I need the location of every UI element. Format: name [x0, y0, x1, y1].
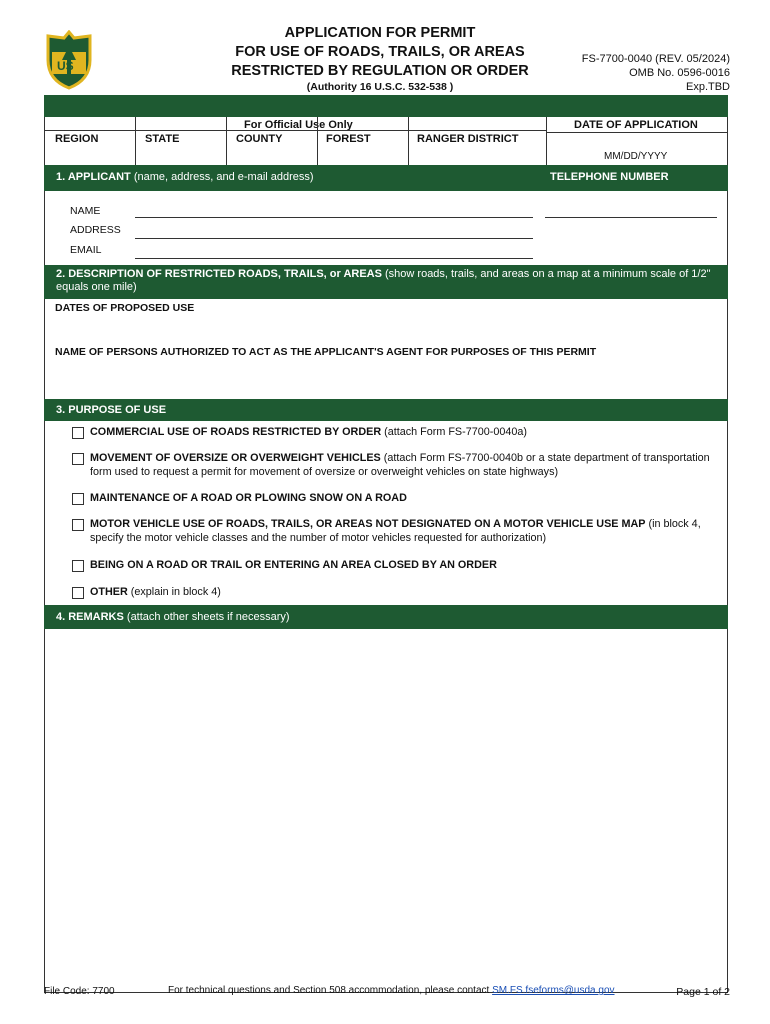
purpose-option-6	[90, 586, 730, 600]
option-5-label: BEING ON A ROAD OR TRAIL OR ENTERING AN AREA CLOSED BY AN ORDER	[90, 559, 497, 571]
file-code: File Code: 7700	[44, 986, 115, 997]
form-meta	[582, 52, 730, 94]
address-input-line[interactable]	[135, 238, 533, 239]
option-4-note: (in block 4, specify the motor vehicle classes and the number of motor vehicles requested for authorization)	[90, 518, 701, 544]
commercial-use-checkbox[interactable]	[72, 427, 84, 439]
authorized-agents-label: NAME OF PERSONS AUTHORIZED TO ACT AS THE APPLICANT'S AGENT FOR PURPOSES OF THIS PERMIT	[55, 346, 597, 358]
name-label: NAME	[70, 205, 101, 217]
section-2-note: (show roads, trails, and areas on a map at a minimum scale of 1/2" equals one mile)	[56, 268, 711, 293]
email-label: EMAIL	[70, 244, 102, 256]
remarks-area[interactable]	[45, 630, 727, 992]
contact-email-link[interactable]: SM.FS.fseforms@usda.gov	[492, 985, 615, 996]
state-label: STATE	[145, 133, 180, 145]
email-input-line[interactable]	[135, 258, 533, 259]
option-3-label: MAINTENANCE OF A ROAD OR PLOWING SNOW ON A ROAD	[90, 492, 407, 504]
title-line-1: APPLICATION FOR PERMIT	[284, 25, 476, 41]
footer-contact-text: For technical questions and Section 508 accommodation, please contact	[168, 985, 493, 996]
form-title	[200, 24, 560, 81]
divider	[546, 117, 547, 165]
title-line-2: FOR USE OF ROADS, TRAILS, OR AREAS	[235, 44, 525, 60]
purpose-option-2	[90, 452, 730, 479]
divider	[317, 117, 318, 165]
forest-label: FOREST	[326, 133, 371, 145]
option-6-label: OTHER	[90, 586, 128, 598]
section-2-header	[44, 265, 728, 299]
address-label: ADDRESS	[70, 224, 121, 236]
name-input-line[interactable]	[135, 217, 533, 218]
region-label: REGION	[55, 133, 99, 145]
logo-center-text: US	[57, 59, 74, 73]
authority: (Authority 16 U.S.C. 532-538 )	[306, 81, 454, 93]
option-4-label: MOTOR VEHICLE USE OF ROADS, TRAILS, OR AREAS NOT DESIGNATED ON A MOTOR VEHICLE USE MAP	[90, 518, 646, 530]
date-format: MM/DD/YYYY	[604, 151, 668, 162]
purpose-option-5	[90, 559, 730, 573]
section-4-header	[44, 605, 728, 629]
form-number: FS-7700-0040 (REV. 05/2024)	[581, 53, 730, 65]
footer-contact	[168, 985, 615, 996]
option-2-note: (attach Form FS-7700-0040b or a state department of transportation form used to request a permit for movement of oversize or overweight vehicles on state highways)	[90, 452, 710, 478]
road-maintenance-checkbox[interactable]	[72, 493, 84, 505]
omb-number: OMB No. 0596-0016	[629, 67, 730, 79]
section-3-header: 3. PURPOSE OF USE	[44, 399, 728, 421]
county-label: COUNTY	[236, 133, 283, 145]
purpose-option-4	[90, 518, 730, 545]
divider	[44, 130, 546, 131]
oversize-vehicles-checkbox[interactable]	[72, 453, 84, 465]
section-4-note: (attach other sheets if necessary)	[123, 611, 290, 623]
dates-of-proposed-use-label: DATES OF PROPOSED USE	[55, 302, 195, 314]
other-checkbox[interactable]	[72, 587, 84, 599]
divider	[135, 117, 136, 165]
official-use-heading: For Official Use Only	[244, 119, 353, 131]
option-1-note: (attach Form FS-7700-0040a)	[381, 426, 527, 438]
page-number: Page 1 of 2	[676, 986, 730, 998]
section-4-label: 4. REMARKS	[56, 611, 124, 623]
top-band	[44, 95, 728, 117]
telephone-input-line[interactable]	[545, 217, 717, 218]
title-line-3: RESTRICTED BY REGULATION OR ORDER	[231, 63, 529, 79]
section-1-note: (name, address, and e-mail address)	[130, 171, 314, 183]
section-1-label: 1. APPLICANT	[56, 171, 131, 183]
date-of-application-label: DATE OF APPLICATION	[574, 119, 698, 131]
expiration: Exp.TBD	[685, 81, 730, 93]
divider	[408, 117, 409, 165]
closed-area-checkbox[interactable]	[72, 560, 84, 572]
option-6-note: (explain in block 4)	[127, 586, 221, 598]
option-1-label: COMMERCIAL USE OF ROADS RESTRICTED BY ORDER	[90, 426, 382, 438]
purpose-option-1	[90, 426, 730, 440]
divider	[546, 132, 728, 133]
purpose-option-3	[90, 492, 730, 506]
forest-service-logo	[40, 30, 98, 90]
section-2-label: 2. DESCRIPTION OF RESTRICTED ROADS, TRAILS, or AREAS	[56, 268, 382, 280]
telephone-label: TELEPHONE NUMBER	[550, 171, 669, 183]
ranger-district-label: RANGER DISTRICT	[417, 133, 519, 145]
divider	[226, 117, 227, 165]
option-2-label: MOVEMENT OF OVERSIZE OR OVERWEIGHT VEHICLES	[90, 452, 381, 464]
motor-vehicle-use-checkbox[interactable]	[72, 519, 84, 531]
